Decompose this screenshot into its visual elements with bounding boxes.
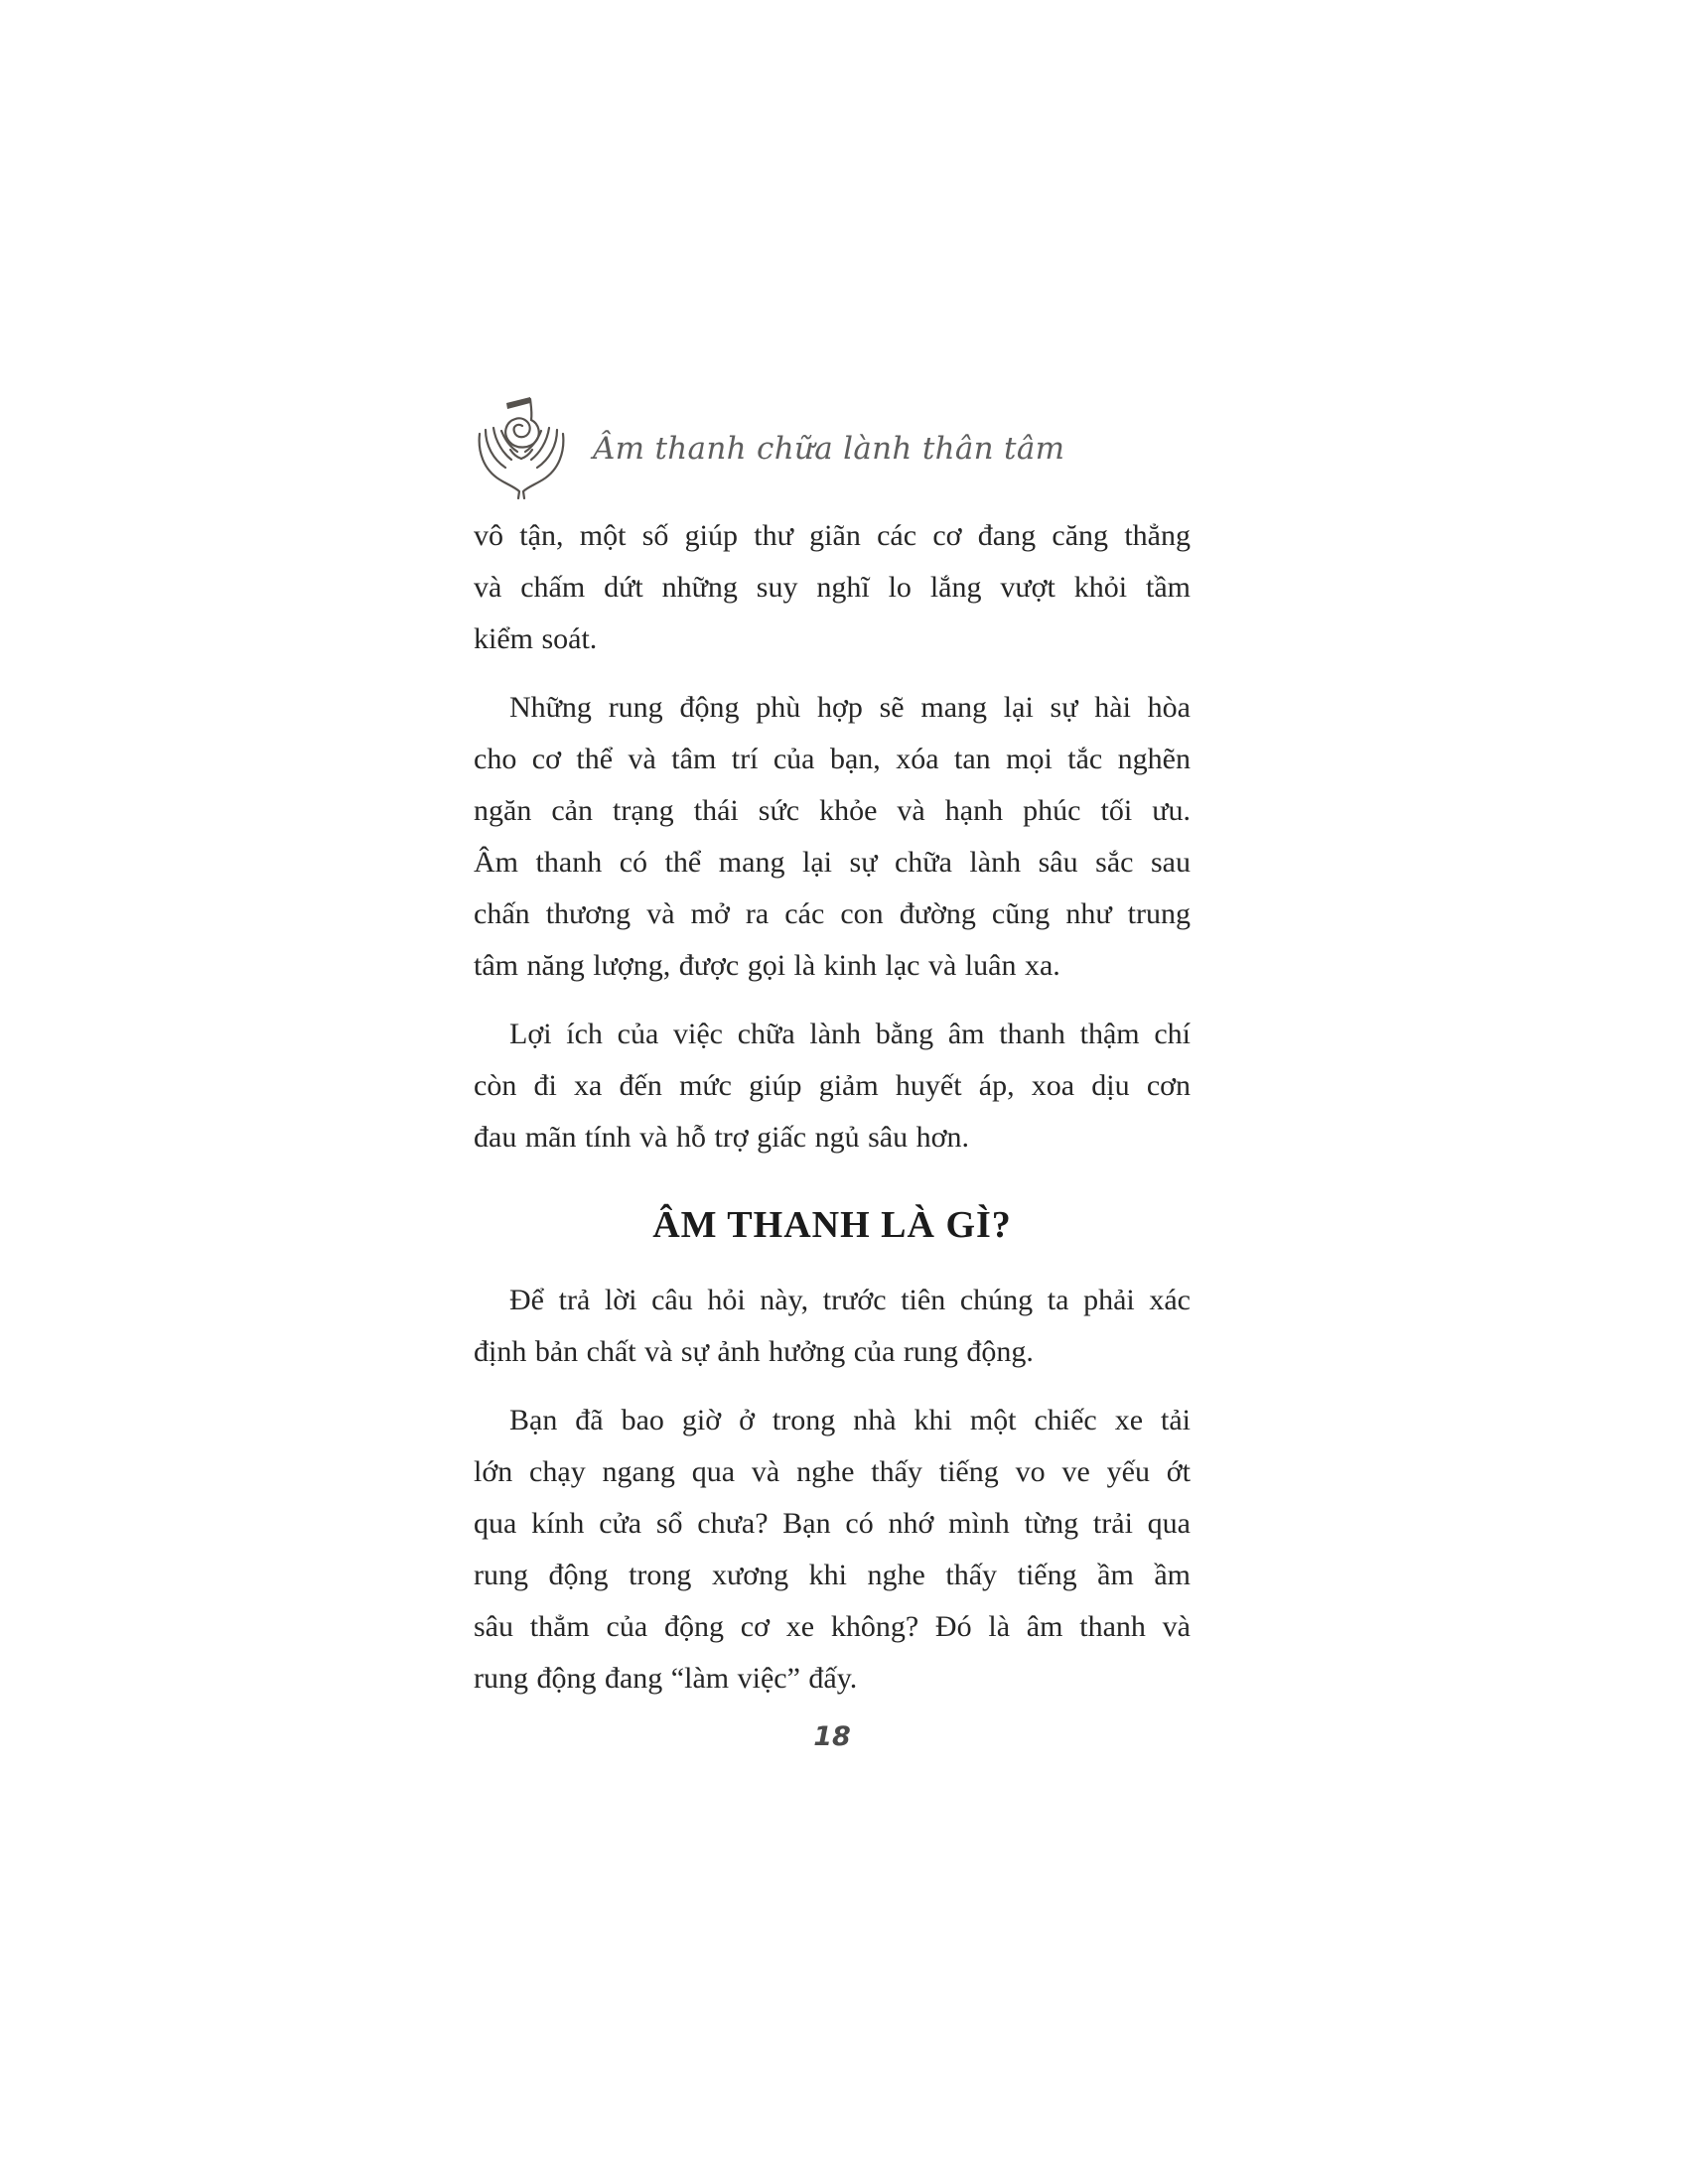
text-line: đau mãn tính và hỗ trợ giấc ngủ sâu hơn. — [474, 1121, 969, 1154]
right-hand-icon — [521, 428, 563, 498]
note-flag-icon — [506, 397, 530, 409]
text-line: sâu thẳm của động cơ xe không? Đó là âm thanh và — [474, 1610, 1191, 1643]
paragraph — [474, 682, 1191, 992]
page-number: 18 — [813, 1721, 851, 1752]
text-line: rung động trong xương khi nghe thấy tiếng ầm ầm — [474, 1559, 1191, 1591]
text-line: chấn thương và mở ra các con đường cũng như trung — [474, 897, 1191, 930]
running-header — [474, 393, 1191, 500]
body-text-before-heading — [474, 510, 1191, 1163]
text-line: kiểm soát. — [474, 622, 598, 655]
book-title: Âm thanh chữa lành thân tâm — [593, 431, 1065, 467]
text-line: cho cơ thể và tâm trí của bạn, xóa tan mọi tắc nghẽn — [474, 743, 1191, 775]
paragraph — [474, 510, 1191, 665]
note-stem-icon — [530, 399, 531, 420]
logo — [474, 394, 569, 499]
text-line: Để trả lời câu hỏi này, trước tiên chúng ta phải xác — [509, 1284, 1191, 1316]
hands-holding-spiral-note-icon — [474, 394, 569, 499]
text-line: qua kính cửa sổ chưa? Bạn có nhớ mình từng trải qua — [474, 1507, 1191, 1540]
text-line: còn đi xa đến mức giúp giảm huyết áp, xoa dịu cơn — [474, 1069, 1191, 1102]
body-text-after-heading — [474, 1275, 1191, 1705]
text-line: Lợi ích của việc chữa lành bằng âm thanh thậm chí — [509, 1018, 1191, 1050]
paragraph — [474, 1395, 1191, 1705]
left-hand-icon — [480, 428, 521, 498]
paragraph — [474, 1275, 1191, 1378]
text-line: Những rung động phù hợp sẽ mang lại sự hài hòa — [509, 691, 1191, 724]
text-line: định bản chất và sự ảnh hưởng của rung động. — [474, 1335, 1034, 1368]
text-line: Bạn đã bao giờ ở trong nhà khi một chiếc xe tải — [509, 1404, 1191, 1436]
text-line: rung động đang “làm việc” đấy. — [474, 1662, 858, 1695]
paragraph — [474, 1009, 1191, 1163]
text-line: ngăn cản trạng thái sức khỏe và hạnh phúc tối ưu. — [474, 794, 1191, 827]
text-line: tâm năng lượng, được gọi là kinh lạc và luân xa. — [474, 949, 1060, 982]
text-column — [474, 393, 1191, 1752]
text-line: lớn chạy ngang qua và nghe thấy tiếng vo ve yếu ớt — [474, 1455, 1191, 1488]
text-line: và chấm dứt những suy nghĩ lo lắng vượt khỏi tầm — [474, 571, 1191, 604]
section-heading: ÂM THANH LÀ GÌ? — [652, 1204, 1012, 1246]
text-line: Âm thanh có thể mang lại sự chữa lành sâu sắc sau — [474, 846, 1191, 879]
text-line: vô tận, một số giúp thư giãn các cơ đang căng thẳng — [474, 519, 1191, 552]
